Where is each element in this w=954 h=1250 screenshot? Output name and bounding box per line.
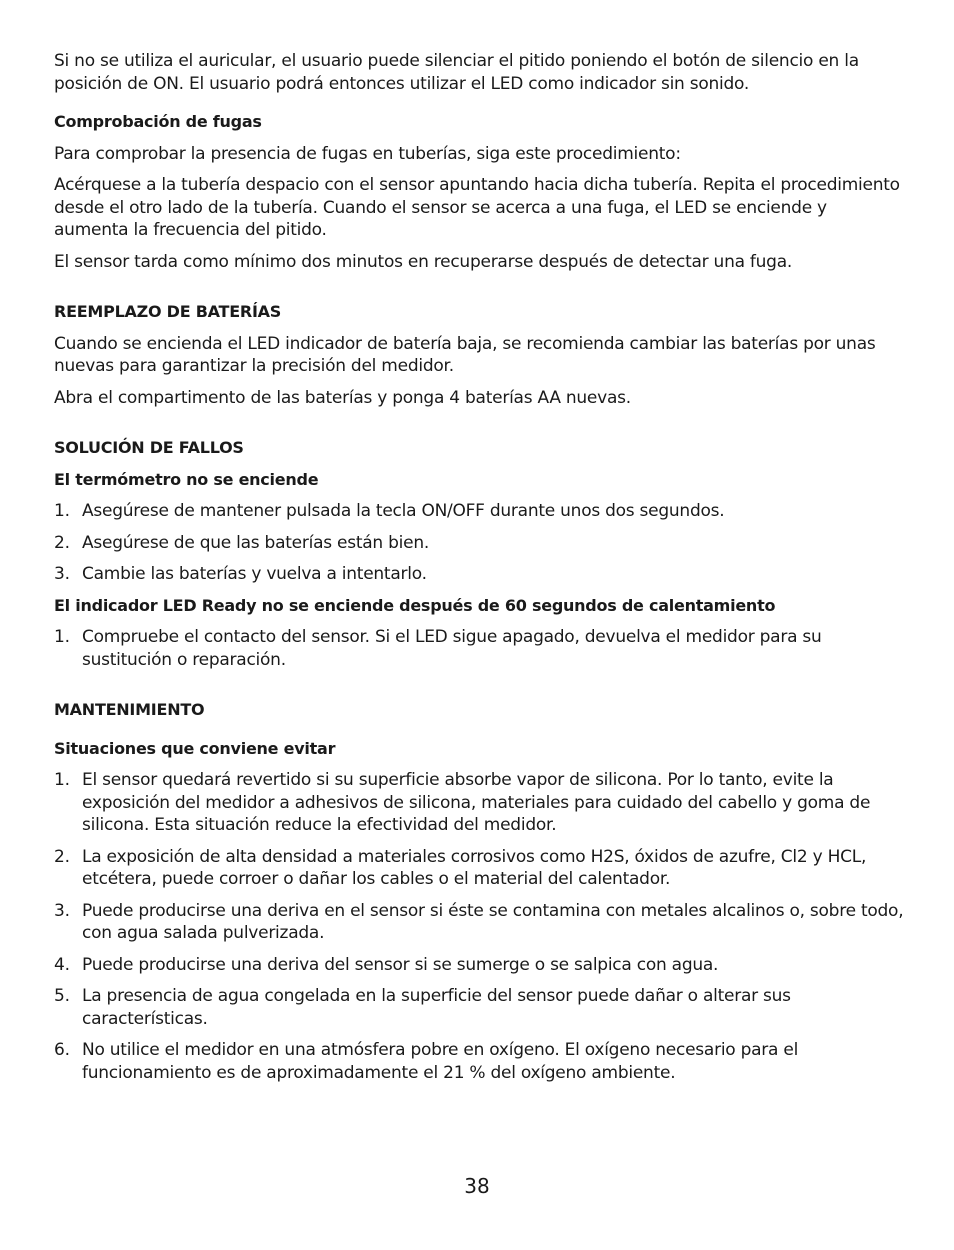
leak-paragraph-2: Acérquese a la tubería despacio con el sensor apuntando hacia dicha tubería. Repita el procedimiento desde el otro lado de la tubería. Cuando el sensor se acerca a una fuga, el LED se enciende y aumenta la frecuencia del pitido. (54, 175, 900, 240)
list-item (54, 563, 906, 586)
maintenance-heading: MANTENIMIENTO (54, 700, 205, 719)
list-item-number: 3. (54, 900, 70, 921)
battery-paragraph-1: Cuando se encienda el LED indicador de batería baja, se recomienda cambiar las baterías por unas nuevas para garantizar la precisión del medidor. (54, 333, 876, 376)
leak-paragraph-3: El sensor tarda como mínimo dos minutos en recuperarse después de detectar una fuga. (54, 251, 793, 272)
troubleshooting-subheading-1: El termómetro no se enciende (54, 469, 319, 489)
maintenance-subheading: Situaciones que conviene evitar (54, 738, 336, 758)
maintenance-list (54, 769, 906, 1084)
troubleshooting-list-1 (54, 500, 906, 586)
list-item-text: Asegúrese de que las baterías están bien. (82, 532, 429, 553)
list-item-number: 4. (54, 954, 70, 975)
list-item-text: Asegúrese de mantener pulsada la tecla ON/OFF durante unos dos segundos. (82, 501, 725, 521)
list-item (54, 1039, 906, 1084)
list-item-text: La presencia de agua congelada en la superficie del sensor puede dañar o alterar sus características. (82, 986, 791, 1029)
list-item (54, 900, 906, 945)
document-body (54, 50, 906, 1084)
intro-paragraph: Si no se utiliza el auricular, el usuario puede silenciar el pitido poniendo el botón de silencio en la posición de ON. El usuario podrá entonces utilizar el LED como indicador sin sonido. (54, 51, 859, 94)
list-item (54, 846, 906, 891)
list-item-number: 1. (54, 627, 70, 647)
list-item-text: Cambie las baterías y vuelva a intentarlo. (82, 564, 427, 584)
battery-paragraph-2: Abra el compartimento de las baterías y ponga 4 baterías AA nuevas. (54, 387, 631, 408)
leak-heading: Comprobación de fugas (54, 112, 262, 131)
list-item-number: 1. (54, 501, 70, 521)
troubleshooting-subheading-2: El indicador LED Ready no se enciende después de 60 segundos de calentamiento (54, 595, 776, 615)
list-item-text: Compruebe el contacto del sensor. Si el LED sigue apagado, devuelva el medidor para su sustitución o reparación. (82, 627, 822, 670)
leak-paragraph-1: Para comprobar la presencia de fugas en tuberías, siga este procedimiento: (54, 143, 681, 164)
page-number: 38 (464, 1174, 490, 1198)
list-item-number: 6. (54, 1040, 70, 1060)
list-item-number: 1. (54, 770, 70, 790)
battery-heading: REEMPLAZO DE BATERÍAS (54, 302, 282, 321)
list-item-number: 2. (54, 532, 70, 553)
list-item-text: Puede producirse una deriva del sensor si se sumerge o se salpica con agua. (82, 954, 719, 975)
troubleshooting-list-2 (54, 626, 906, 671)
list-item (54, 985, 906, 1030)
list-item-text: No utilice el medidor en una atmósfera pobre en oxígeno. El oxígeno necesario para el funcionamiento es de aproximadamente el 21 % del oxígeno ambiente. (82, 1040, 799, 1083)
troubleshooting-heading: SOLUCIÓN DE FALLOS (54, 438, 244, 457)
list-item (54, 954, 906, 977)
list-item-text: Puede producirse una deriva en el sensor si éste se contamina con metales alcalinos o, sobre todo, con agua salada pulverizada. (82, 900, 904, 943)
list-item (54, 500, 906, 523)
list-item (54, 769, 906, 837)
list-item-number: 5. (54, 986, 70, 1006)
list-item-text: El sensor quedará revertido si su superficie absorbe vapor de silicona. Por lo tanto, evite la exposición del medidor a adhesivos de silicona, materiales para cuidado del cabello y goma de silicona. Esta situación reduce la efectividad del medidor. (82, 770, 871, 835)
list-item (54, 532, 906, 555)
list-item-text: La exposición de alta densidad a materiales corrosivos como H2S, óxidos de azufre, Cl2 y HCL, etcétera, puede corroer o dañar los cables o el material del calentador. (82, 846, 867, 889)
list-item-number: 3. (54, 564, 70, 584)
list-item (54, 626, 906, 671)
list-item-number: 2. (54, 846, 70, 867)
